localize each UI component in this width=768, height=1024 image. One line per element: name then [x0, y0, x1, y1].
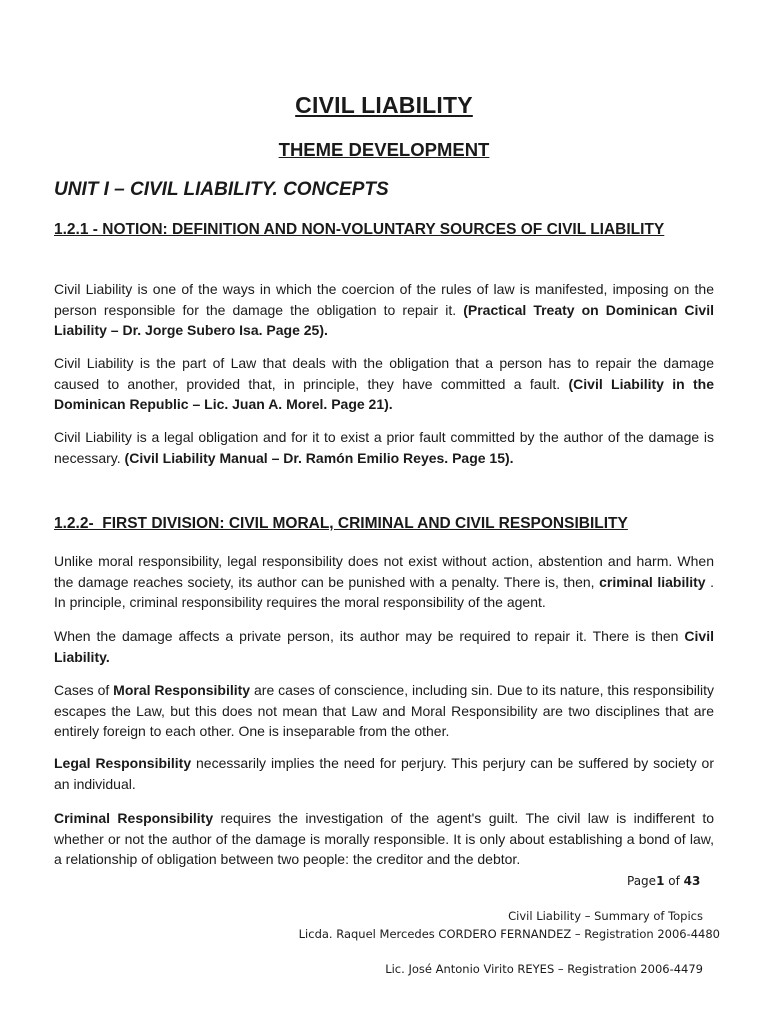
paragraph-definition-1: [54, 279, 714, 341]
footer-document-title: Civil Liability – Summary of Topics: [508, 909, 703, 923]
section-heading-1-2-2: 1.2.2- FIRST DIVISION: CIVIL MORAL, CRIMINAL AND CIVIL RESPONSIBILITY: [54, 515, 628, 532]
paragraph-text: Civil Liability is the part of Law that deals with the obligation that a person has to repair the damage caused to another, provided that, in principle, they have committed a fault.: [54, 355, 714, 392]
paragraph-definition-3: [54, 427, 714, 468]
paragraph-criminal-responsibility: [54, 808, 714, 870]
paragraph-private-damage: [54, 626, 714, 667]
page-prefix: Page: [627, 874, 657, 888]
document-title: CIVIL LIABILITY: [295, 92, 473, 118]
paragraph-text: Cases of: [54, 682, 114, 698]
citation: (Civil Liability in the Dominican Republic – Lic. Juan A. Morel. Page 21).: [54, 375, 715, 412]
paragraph-text: Civil Liability is a legal obligation and for it to exist a prior fault committed by the author of the damage is necessary.: [54, 429, 714, 466]
unit-heading: UNIT I – CIVIL LIABILITY. CONCEPTS: [54, 179, 389, 200]
paragraph-definition-2: [54, 353, 714, 415]
page-current: 1: [656, 874, 665, 888]
bold-term: Moral Responsibility: [113, 682, 251, 698]
section-heading-1-2-1: 1.2.1 - NOTION: DEFINITION AND NON-VOLUNTARY SOURCES OF CIVIL LIABILITY: [54, 221, 665, 238]
citation: (Practical Treaty on Dominican Civil Liability – Dr. Jorge Subero Isa. Page 25).: [54, 301, 714, 338]
paragraph-text: are cases of conscience, including sin. Due to its nature, this responsibility escapes the Law, but this does not mean that Law and Moral Responsibility are two disciplines that are entirely foreign to each other. One is inseparable from the other.: [54, 682, 714, 739]
document-subtitle: THEME DEVELOPMENT: [278, 139, 490, 160]
paragraph-legal-vs-moral: [54, 551, 714, 613]
paragraph-text: Civil Liability is one of the ways in which the coercion of the rules of law is manifested, imposing on the person responsible for the damage the obligation to repair it.: [54, 281, 714, 318]
paragraph-text: necessarily implies the need for perjury. This perjury can be suffered by society or an individual.: [54, 755, 714, 792]
page-separator: of: [664, 874, 684, 888]
bold-term: Civil Liability.: [54, 628, 714, 665]
footer-author-1: Licda. Raquel Mercedes CORDERO FERNANDEZ – Registration 2006-4480: [298, 927, 720, 941]
paragraph-text: Unlike moral responsibility, legal responsibility does not exist without action, abstention and harm. When the damage reaches society, its author can be punished with a penalty. There is, then,: [54, 553, 714, 590]
bold-term: criminal liability: [599, 573, 706, 590]
paragraph-text: . In principle, criminal responsibility requires the moral responsibility of the agent.: [54, 573, 715, 610]
paragraph-legal-responsibility: [54, 753, 714, 794]
footer-author-2: Lic. José Antonio Virito REYES – Registration 2006-4479: [385, 962, 703, 976]
paragraph-text: requires the investigation of the agent's guilt. The civil law is indifferent to whether or not the author of the damage is morally responsible. It is only about establishing a bond of law, a relationship of obligation between two people: the creditor and the debtor.: [54, 810, 714, 867]
paragraph-text: When the damage affects a private person, its author may be required to repair it. There is then: [54, 628, 685, 644]
bold-term: Criminal Responsibility: [54, 810, 214, 826]
paragraph-moral-responsibility: [54, 680, 714, 742]
citation: (Civil Liability Manual – Dr. Ramón Emilio Reyes. Page 15).: [124, 449, 514, 466]
page-number: [627, 874, 700, 888]
page-total: 43: [683, 874, 701, 888]
bold-term: Legal Responsibility: [54, 755, 192, 771]
